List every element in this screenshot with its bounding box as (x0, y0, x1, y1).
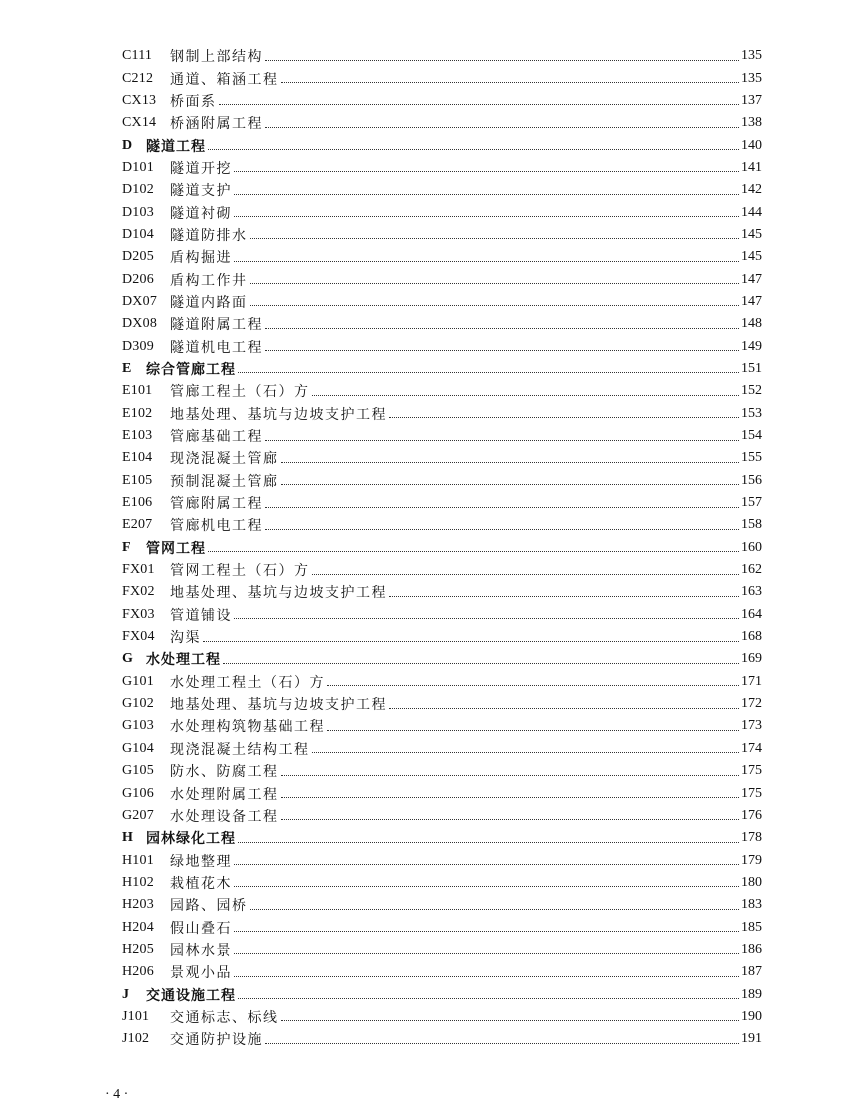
table-of-contents (122, 45, 762, 1050)
toc-entry-page: 142 (741, 182, 762, 198)
dot-leader (238, 372, 739, 373)
toc-entry-row[interactable] (122, 760, 762, 782)
toc-entry-code: E105 (122, 472, 153, 488)
toc-entry-row[interactable] (122, 335, 762, 357)
toc-entry-page: 160 (741, 539, 762, 555)
dot-leader (250, 238, 740, 239)
toc-entry-page: 149 (741, 338, 762, 354)
dot-leader (281, 797, 740, 798)
dot-leader (265, 60, 739, 61)
toc-chapter-row[interactable] (122, 358, 762, 380)
toc-entry-code: CX14 (122, 115, 157, 131)
toc-entry-page: 187 (741, 964, 762, 980)
toc-entry-code: G106 (122, 785, 154, 801)
toc-entry-title: 园林绿化工程 (146, 831, 236, 848)
toc-entry-title: 地基处理、基坑与边坡支护工程 (170, 585, 387, 602)
toc-entry-row[interactable] (122, 112, 762, 134)
toc-entry-page: 140 (741, 137, 762, 153)
dot-leader (250, 909, 740, 910)
toc-entry-title: 交通标志、标线 (170, 1009, 279, 1026)
dot-leader (281, 775, 740, 776)
toc-entry-code: H204 (122, 919, 154, 935)
toc-chapter-row[interactable] (122, 134, 762, 156)
toc-chapter-row[interactable] (122, 648, 762, 670)
dot-leader (234, 976, 739, 977)
dot-leader (265, 529, 739, 530)
dot-leader (234, 171, 739, 172)
toc-entry-page: 175 (741, 785, 762, 801)
toc-entry-code: E101 (122, 383, 153, 399)
toc-entry-row[interactable] (122, 559, 762, 581)
toc-entry-row[interactable] (122, 1006, 762, 1028)
toc-entry-code: H102 (122, 874, 154, 890)
toc-entry-page: 176 (741, 807, 762, 823)
dot-leader (265, 127, 739, 128)
dot-leader (223, 663, 739, 664)
toc-entry-title: 隧道附属工程 (170, 317, 263, 334)
toc-entry-page: 154 (741, 428, 762, 444)
dot-leader (250, 283, 740, 284)
toc-entry-row[interactable] (122, 425, 762, 447)
dot-leader (265, 1043, 739, 1044)
toc-entry-row[interactable] (122, 514, 762, 536)
toc-chapter-row[interactable] (122, 827, 762, 849)
dot-leader (312, 574, 740, 575)
toc-entry-page: 164 (741, 606, 762, 622)
toc-entry-code: E103 (122, 428, 153, 444)
toc-entry-page: 178 (741, 830, 762, 846)
toc-entry-page: 153 (741, 405, 762, 421)
toc-entry-page: 144 (741, 204, 762, 220)
toc-entry-title: 现浇混凝土管廊 (170, 451, 279, 468)
toc-entry-title: 现浇混凝土结构工程 (170, 741, 310, 758)
toc-entry-code: G104 (122, 740, 154, 756)
toc-entry-title: 管网工程土（石）方 (170, 563, 310, 580)
toc-entry-row[interactable] (122, 693, 762, 715)
toc-entry-title: 水处理工程 (146, 652, 221, 669)
toc-entry-row[interactable] (122, 291, 762, 313)
toc-entry-page: 179 (741, 852, 762, 868)
dot-leader (327, 730, 739, 731)
toc-entry-title: 预制混凝土管廊 (170, 473, 279, 490)
dot-leader (234, 864, 739, 865)
toc-entry-page: 171 (741, 673, 762, 689)
toc-entry-code: D (122, 137, 133, 153)
toc-entry-row[interactable] (122, 626, 762, 648)
toc-entry-code: D206 (122, 271, 154, 287)
toc-entry-code: FX01 (122, 562, 155, 578)
toc-entry-code: J101 (122, 1008, 150, 1024)
dot-leader (238, 998, 739, 999)
toc-entry-page: 173 (741, 718, 762, 734)
toc-entry-code: G101 (122, 673, 154, 689)
dot-leader (234, 216, 739, 217)
toc-entry-title: 隧道工程 (146, 138, 206, 155)
toc-entry-code: C111 (122, 48, 153, 64)
toc-entry-page: 169 (741, 651, 762, 667)
toc-entry-page: 163 (741, 584, 762, 600)
toc-entry-title: 隧道支护 (170, 183, 232, 200)
toc-entry-row[interactable] (122, 738, 762, 760)
toc-entry-code: H206 (122, 964, 154, 980)
toc-entry-title: 绿地整理 (170, 853, 232, 870)
toc-entry-row[interactable] (122, 939, 762, 961)
toc-entry-page: 138 (741, 115, 762, 131)
toc-entry-code: J102 (122, 1031, 150, 1047)
toc-entry-code: H205 (122, 941, 154, 957)
toc-entry-page: 168 (741, 629, 762, 645)
toc-entry-row[interactable] (122, 246, 762, 268)
toc-entry-title: 桥面系 (170, 93, 217, 110)
toc-entry-code: D102 (122, 182, 154, 198)
toc-entry-code: D104 (122, 226, 154, 242)
toc-entry-title: 水处理附属工程 (170, 786, 279, 803)
dot-leader (203, 641, 739, 642)
toc-entry-page: 135 (741, 48, 762, 64)
toc-entry-title: 园林水景 (170, 942, 232, 959)
toc-entry-row[interactable] (122, 179, 762, 201)
toc-entry-code: E106 (122, 495, 153, 511)
page-number: · 4 · (105, 1087, 129, 1102)
toc-entry-title: 隧道内路面 (170, 294, 248, 311)
toc-entry-page: 151 (741, 360, 762, 376)
dot-leader (312, 752, 740, 753)
dot-leader (208, 149, 739, 150)
toc-entry-code: J (122, 986, 130, 1002)
toc-entry-code: D101 (122, 159, 154, 175)
toc-chapter-row[interactable] (122, 983, 762, 1005)
toc-entry-page: 145 (741, 249, 762, 265)
dot-leader (234, 618, 739, 619)
toc-entry-page: 152 (741, 383, 762, 399)
toc-entry-title: 盾构掘进 (170, 250, 232, 267)
toc-entry-page: 189 (741, 986, 762, 1002)
dot-leader (219, 104, 740, 105)
dot-leader (389, 708, 739, 709)
toc-entry-code: G207 (122, 807, 154, 823)
toc-entry-page: 162 (741, 562, 762, 578)
toc-entry-row[interactable] (122, 782, 762, 804)
toc-entry-code: D205 (122, 249, 154, 265)
toc-entry-page: 145 (741, 226, 762, 242)
toc-entry-code: H203 (122, 897, 154, 913)
toc-entry-row[interactable] (122, 604, 762, 626)
toc-entry-row[interactable] (122, 894, 762, 916)
toc-entry-title: 管道铺设 (170, 607, 232, 624)
toc-entry-title: 地基处理、基坑与边坡支护工程 (170, 697, 387, 714)
dot-leader (234, 931, 739, 932)
toc-entry-row[interactable] (122, 849, 762, 871)
dot-leader (234, 194, 739, 195)
dot-leader (208, 551, 739, 552)
toc-entry-title: 景观小品 (170, 965, 232, 982)
toc-entry-row[interactable] (122, 961, 762, 983)
toc-entry-title: 盾构工作井 (170, 272, 248, 289)
toc-entry-title: 隧道开挖 (170, 160, 232, 177)
toc-entry-row[interactable] (122, 157, 762, 179)
toc-entry-row[interactable] (122, 90, 762, 112)
dot-leader (238, 842, 739, 843)
toc-entry-row[interactable] (122, 916, 762, 938)
toc-entry-title: 钢制上部结构 (170, 49, 263, 66)
toc-entry-title: 沟渠 (170, 630, 201, 647)
toc-entry-page: 191 (741, 1031, 762, 1047)
toc-entry-row[interactable] (122, 45, 762, 67)
toc-entry-title: 桥涵附属工程 (170, 116, 263, 133)
toc-entry-title: 管廊机电工程 (170, 518, 263, 535)
toc-entry-row[interactable] (122, 1028, 762, 1050)
toc-entry-code: D309 (122, 338, 154, 354)
dot-leader (265, 350, 739, 351)
toc-entry-title: 管廊工程土（石）方 (170, 384, 310, 401)
dot-leader (265, 507, 739, 508)
toc-entry-row[interactable] (122, 805, 762, 827)
toc-entry-title: 隧道衬砌 (170, 205, 232, 222)
toc-entry-title: 假山叠石 (170, 920, 232, 937)
dot-leader (234, 953, 739, 954)
dot-leader (281, 484, 740, 485)
toc-entry-title: 水处理设备工程 (170, 808, 279, 825)
toc-entry-page: 158 (741, 517, 762, 533)
toc-entry-title: 交通防护设施 (170, 1032, 263, 1049)
toc-entry-row[interactable] (122, 380, 762, 402)
toc-entry-title: 隧道防排水 (170, 227, 248, 244)
dot-leader (234, 261, 739, 262)
toc-entry-page: 174 (741, 740, 762, 756)
dot-leader (281, 1020, 740, 1021)
toc-entry-code: F (122, 539, 131, 555)
toc-entry-code: CX13 (122, 92, 157, 108)
toc-entry-row[interactable] (122, 201, 762, 223)
toc-entry-title: 管网工程 (146, 540, 206, 557)
toc-entry-row[interactable] (122, 492, 762, 514)
toc-entry-code: G103 (122, 718, 154, 734)
toc-entry-title: 防水、防腐工程 (170, 764, 279, 781)
toc-entry-code: C212 (122, 70, 154, 86)
toc-entry-code: DX07 (122, 293, 158, 309)
toc-entry-row[interactable] (122, 447, 762, 469)
toc-entry-code: E (122, 360, 132, 376)
toc-entry-title: 管廊基础工程 (170, 429, 263, 446)
toc-entry-row[interactable] (122, 671, 762, 693)
toc-entry-page: 156 (741, 472, 762, 488)
toc-entry-title: 水处理构筑物基础工程 (170, 719, 325, 736)
toc-entry-page: 186 (741, 941, 762, 957)
toc-entry-page: 135 (741, 70, 762, 86)
dot-leader (265, 328, 739, 329)
dot-leader (281, 819, 740, 820)
toc-entry-page: 185 (741, 919, 762, 935)
toc-entry-code: H (122, 830, 134, 846)
toc-entry-title: 水处理工程土（石）方 (170, 674, 325, 691)
toc-entry-row[interactable] (122, 581, 762, 603)
toc-entry-page: 180 (741, 874, 762, 890)
toc-entry-page: 172 (741, 696, 762, 712)
toc-entry-code: DX08 (122, 316, 158, 332)
dot-leader (281, 462, 740, 463)
toc-entry-row[interactable] (122, 872, 762, 894)
toc-entry-row[interactable] (122, 67, 762, 89)
dot-leader (389, 596, 739, 597)
toc-entry-page: 157 (741, 495, 762, 511)
toc-entry-title: 园路、园桥 (170, 898, 248, 915)
toc-entry-page: 147 (741, 271, 762, 287)
toc-entry-code: FX04 (122, 629, 155, 645)
toc-entry-page: 137 (741, 92, 762, 108)
dot-leader (312, 395, 740, 396)
toc-entry-code: E102 (122, 405, 153, 421)
toc-entry-row[interactable] (122, 224, 762, 246)
toc-entry-title: 通道、箱涵工程 (170, 71, 279, 88)
toc-entry-code: G (122, 651, 134, 667)
toc-entry-code: G102 (122, 696, 154, 712)
toc-entry-code: E207 (122, 517, 153, 533)
toc-entry-page: 147 (741, 293, 762, 309)
toc-entry-code: G105 (122, 763, 154, 779)
toc-entry-title: 管廊附属工程 (170, 496, 263, 513)
toc-entry-page: 175 (741, 763, 762, 779)
toc-entry-page: 155 (741, 450, 762, 466)
toc-entry-code: FX02 (122, 584, 155, 600)
toc-entry-title: 隧道机电工程 (170, 339, 263, 356)
dot-leader (265, 440, 739, 441)
toc-entry-row[interactable] (122, 470, 762, 492)
dot-leader (389, 417, 739, 418)
toc-entry-title: 综合管廊工程 (146, 361, 236, 378)
toc-entry-row[interactable] (122, 313, 762, 335)
toc-entry-code: FX03 (122, 606, 155, 622)
toc-entry-page: 141 (741, 159, 762, 175)
dot-leader (234, 886, 739, 887)
toc-entry-code: E104 (122, 450, 153, 466)
toc-entry-title: 栽植花木 (170, 875, 232, 892)
toc-entry-page: 148 (741, 316, 762, 332)
dot-leader (281, 82, 740, 83)
toc-entry-row[interactable] (122, 403, 762, 425)
toc-entry-title: 地基处理、基坑与边坡支护工程 (170, 406, 387, 423)
toc-entry-page: 190 (741, 1008, 762, 1024)
toc-entry-title: 交通设施工程 (146, 987, 236, 1004)
toc-entry-row[interactable] (122, 715, 762, 737)
toc-entry-page: 183 (741, 897, 762, 913)
toc-entry-row[interactable] (122, 268, 762, 290)
dot-leader (250, 305, 740, 306)
toc-chapter-row[interactable] (122, 537, 762, 559)
dot-leader (327, 685, 739, 686)
toc-entry-code: H101 (122, 852, 154, 868)
toc-entry-code: D103 (122, 204, 154, 220)
